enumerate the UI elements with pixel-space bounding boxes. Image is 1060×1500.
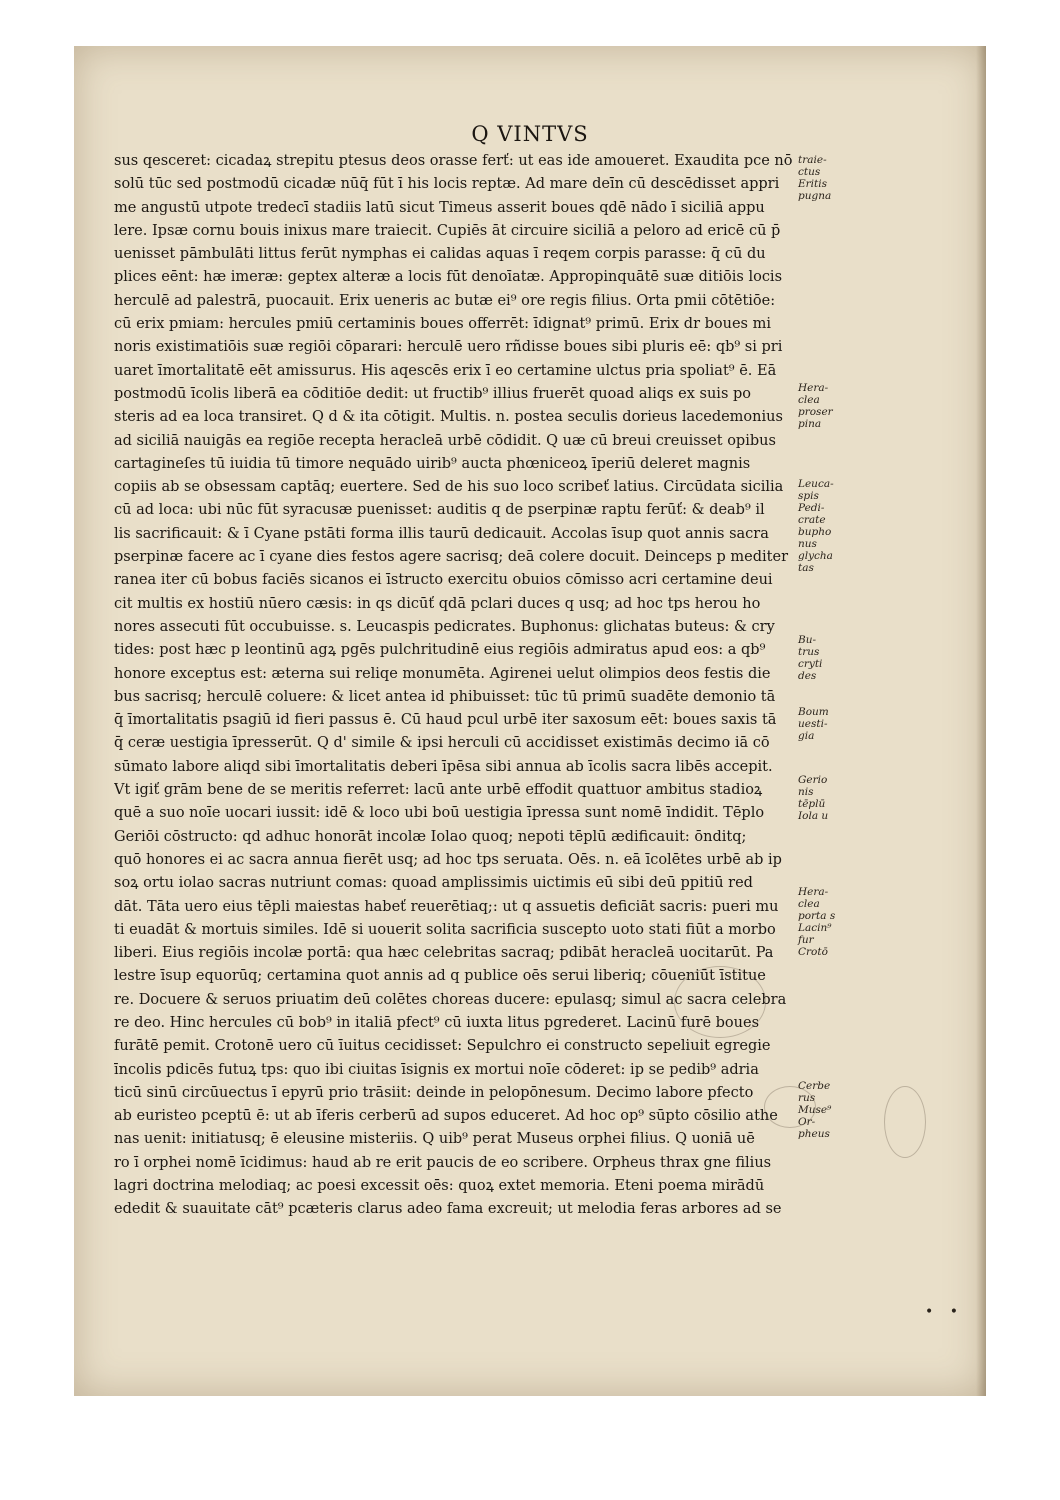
text-line: nas uenit: initiatusq; ē eleusine misteriis. Q uib⁹ perat Museus orphei filius. Q uoniā uē — [114, 1131, 755, 1148]
text-line: lestre īsup equorūq; certamina quot annis ad q publice oēs serui liberiq; cōueniūt īstitue — [114, 968, 766, 985]
text-line: liberi. Eius regiōis incolæ portā: qua hæc celebritas sacraq; pdibāt heracleā uocitarūt. Pa — [114, 945, 774, 962]
text-line: soꝝ ortu iolao sacras nutriunt comas: quoad amplissimis uictimis eū sibi deū ppitiū red — [114, 875, 753, 892]
text-line: ro ī orphei nomē īcidimus: haud ab re erit paucis de eo scribere. Orpheus thrax gne filius — [114, 1154, 772, 1171]
marginal-gloss: traie- ctus Eritis pugna — [798, 154, 832, 202]
ink-flourish — [764, 1086, 816, 1128]
text-line: me angustū utpote tredecī stadiis latū sicut Timeus asserit boues qdē nādo ī siciliā appu — [114, 199, 765, 216]
marginal-gloss: Cerbe rus Muse⁹ Or- pheus — [798, 1080, 832, 1140]
text-line: steris ad ea loca transiret. Q d & ita cōtigit. Multis. n. postea seculis dorieus lacedemonius — [114, 409, 783, 426]
text-line: Geriōi cōstructo: qd adhuc honorāt incolæ Iolao quoq; nepoti tēplū ædificauit: ōnditq; — [114, 828, 747, 845]
text-line: tides: post hæc p leontinū agꝝ pgēs pulchritudinē eius regiōis admiratus apud eos: a qb⁹ — [114, 642, 766, 659]
text-line: quē a suo noīe uocari iussit: idē & loco ubi boū uestigia īpressa sunt nomē īndidit. Tēplo — [114, 805, 765, 822]
text-line: re. Docuere & seruos priuatim deū colētes choreas ducere: epulasq; simul ac sacra celebra — [114, 991, 787, 1008]
text-line: bus sacrisq; herculē coluere: & licet antea id phibuisset: tūc tū primū suadēte demonio tā — [114, 688, 776, 705]
text-line: ranea iter cū bobus faciēs sicanos ei īstructo exercitu obuios cōmisso acri certamine deui — [114, 572, 773, 589]
text-line: ededit & suauitate cāt⁹ pcæteris clarus adeo fama excreuit; ut melodia feras arbores ad se — [114, 1201, 782, 1218]
text-line: plices eēnt: hæ imeræ: geptex alteræ a locis fūt denoīatæ. Appropinquātē suæ ditiōis locis — [114, 269, 783, 286]
text-line: uaret īmortalitatē eēt amissurus. His aqescēs erix ī eo certamine ulctus pria spoliat⁹ ē. Eā — [114, 362, 777, 379]
text-line: Vt igiť grām bene de se meritis referret: lacū ante urbē effodit quattuor ambitus stadioꝝ — [114, 782, 763, 799]
text-line: cartagineſes tū iuidia tū timore nequādo uirib⁹ aucta phœniceoꝝ īperiū deleret magnis — [114, 455, 751, 472]
margin-dots: • • — [925, 1304, 964, 1320]
text-line: re deo. Hinc hercules cū bob⁹ in italiā pfect⁹ cū iuxta litus pgrederet. Lacinū furē boues — [114, 1014, 760, 1031]
text-line: ticū sinū circūuectus ī epyrū prio trāsiit: deinde in pelopōnesum. Decimo labore pfecto — [114, 1084, 754, 1101]
text-line: herculē ad palestrā, puocauit. Erix ueneris ac butæ ei⁹ ore regis filius. Orta pmii cōtētiōe: — [114, 292, 776, 309]
text-line: quō honores ei ac sacra annua fierēt usq; ad hoc tps seruata. Oēs. n. eā īcolētes urbē ab ip — [114, 851, 782, 868]
text-line: honore exceptus est: æterna sui reliqe monumēta. Agirenei uelut olimpios deos festis die — [114, 665, 771, 682]
text-line: ad siciliā nauigās ea regiōe recepta heracleā urbē cōdidit. Q uæ cū breui creuisset opibus — [114, 432, 776, 449]
text-line: cit multis ex hostiū nūero cæsis: in qs dicūť qdā pclari duces q usq; ad hoc tps herou ho — [114, 595, 761, 612]
ink-flourish — [674, 966, 766, 1038]
text-line: noris existimatiōis suæ regiōi cōparari: herculē uero rñdisse boues sibi pluris eē: qb⁹ si pri — [114, 339, 783, 356]
text-line: sus qesceret: cicadaꝝ strepitu ptesus deos orasse ferť: ut eas ide amoueret. Exaudita pce nō — [114, 153, 793, 169]
text-line: lagri doctrina melodiaq; ac poesi excessit oēs: quoꝝ extet memoria. Eteni poema mirādū — [114, 1178, 765, 1195]
text-line: nores assecuti fūt occubuisse. s. Leucaspis pedicrates. Buphonus: glichatas buteus: & cry — [114, 618, 775, 635]
text-line: īncolis pdicēs futuꝝ tps: quo ibi ciuitas īsignis ex mortui noīe cōderet: ip se pedib⁹ adria — [114, 1061, 759, 1078]
text-line: cū ad loca: ubi nūc fūt syracusæ puenisset: auditis q de pserpinæ raptu ferūť: & deab⁹ il — [114, 502, 765, 519]
text-line: postmodū īcolis liberā ea cōditiōe dedit: ut fructib⁹ illius fruerēt quoad aliqs ex suis po — [114, 385, 752, 402]
text-line: ti euadāt & mortuis similes. Idē si uouerit solita sacrificia suscepto uoto stati fiūt a morbo — [114, 921, 776, 938]
marginal-gloss: Bu- trus cryti des — [798, 634, 823, 682]
text-line: ab euristeo pceptū ē: ut ab īferis cerberū ad supos educeret. Ad hoc op⁹ sūpto cōsilio athe — [114, 1108, 778, 1125]
text-line: sūmato labore aliqd sibi īmortalitatis deberi īpēsa sibi annua ab īcolis sacra libēs accepit. — [114, 758, 773, 775]
marginal-gloss: Hera- clea proser pina — [798, 382, 833, 430]
marginal-gloss: Gerio nis tēplū Iola u — [798, 774, 829, 822]
text-line: lis sacrificauit: & ī Cyane pstāti forma illis taurū dedicauit. Accolas īsup quot annis sacra — [114, 525, 769, 542]
marginal-gloss: Leuca- spis Pedi- crate bupho nus glycha tas — [798, 478, 834, 574]
marginal-gloss: Hera- clea porta s Lacin⁹ fur Crotō — [798, 886, 836, 958]
scanned-page — [74, 46, 986, 1396]
text-line: q̄ īmortalitatis psagiū id fieri passus ē. Cū haud pcul urbē iter saxosum eēt: boues saxis tā — [114, 712, 777, 729]
marginal-gloss: Boum uesti- gia — [798, 706, 829, 742]
text-line: pserpinæ facere ac ī cyane dies festos agere sacrisq; deā colere docuit. Deinceps p mediter — [114, 549, 789, 566]
text-line: q̄ ceræ uestigia īpresserūt. Q d' simile & ipsi herculi cū accidisset existimās decimo iā cō — [114, 735, 770, 752]
text-line: lere. Ipsæ cornu bouis inixus mare traiecit. Cupiēs āt circuire siciliā a peloro ad ericē cū p̄ — [114, 222, 781, 239]
text-line: uenisset pāmbulāti littus ferūt nymphas ei calidas aquas ī reqem corpis parasse: q̄ cū du — [114, 246, 766, 263]
running-head: Q VINTVS — [471, 122, 589, 146]
ink-flourish — [884, 1086, 926, 1158]
text-line: furātē pemit. Crotonē uero cū īuitus cecidisset: Sepulchro ei constructo sepeliuit egregie — [114, 1038, 771, 1055]
page-edge-shadow — [976, 46, 986, 1396]
text-line: solū tūc sed postmodū cicadæ nūq̄ fūt ī his locis reptæ. Ad mare deīn cū descēdisset appri — [114, 176, 780, 193]
body-text — [114, 150, 800, 1222]
text-line: cū erix pmiam: hercules pmiū certaminis boues offerrēt: īdignat⁹ primū. Erix dr boues mi — [114, 316, 771, 333]
text-line: copiis ab se obsessam captāq; euertere. Sed de his suo loco scribeť latius. Circūdata sicilia — [114, 479, 784, 496]
text-line: dāt. Tāta uero eius tēpli maiestas habeť reuerētiaq;: ut q assuetis deficiāt sacris: pueri mu — [114, 898, 779, 915]
